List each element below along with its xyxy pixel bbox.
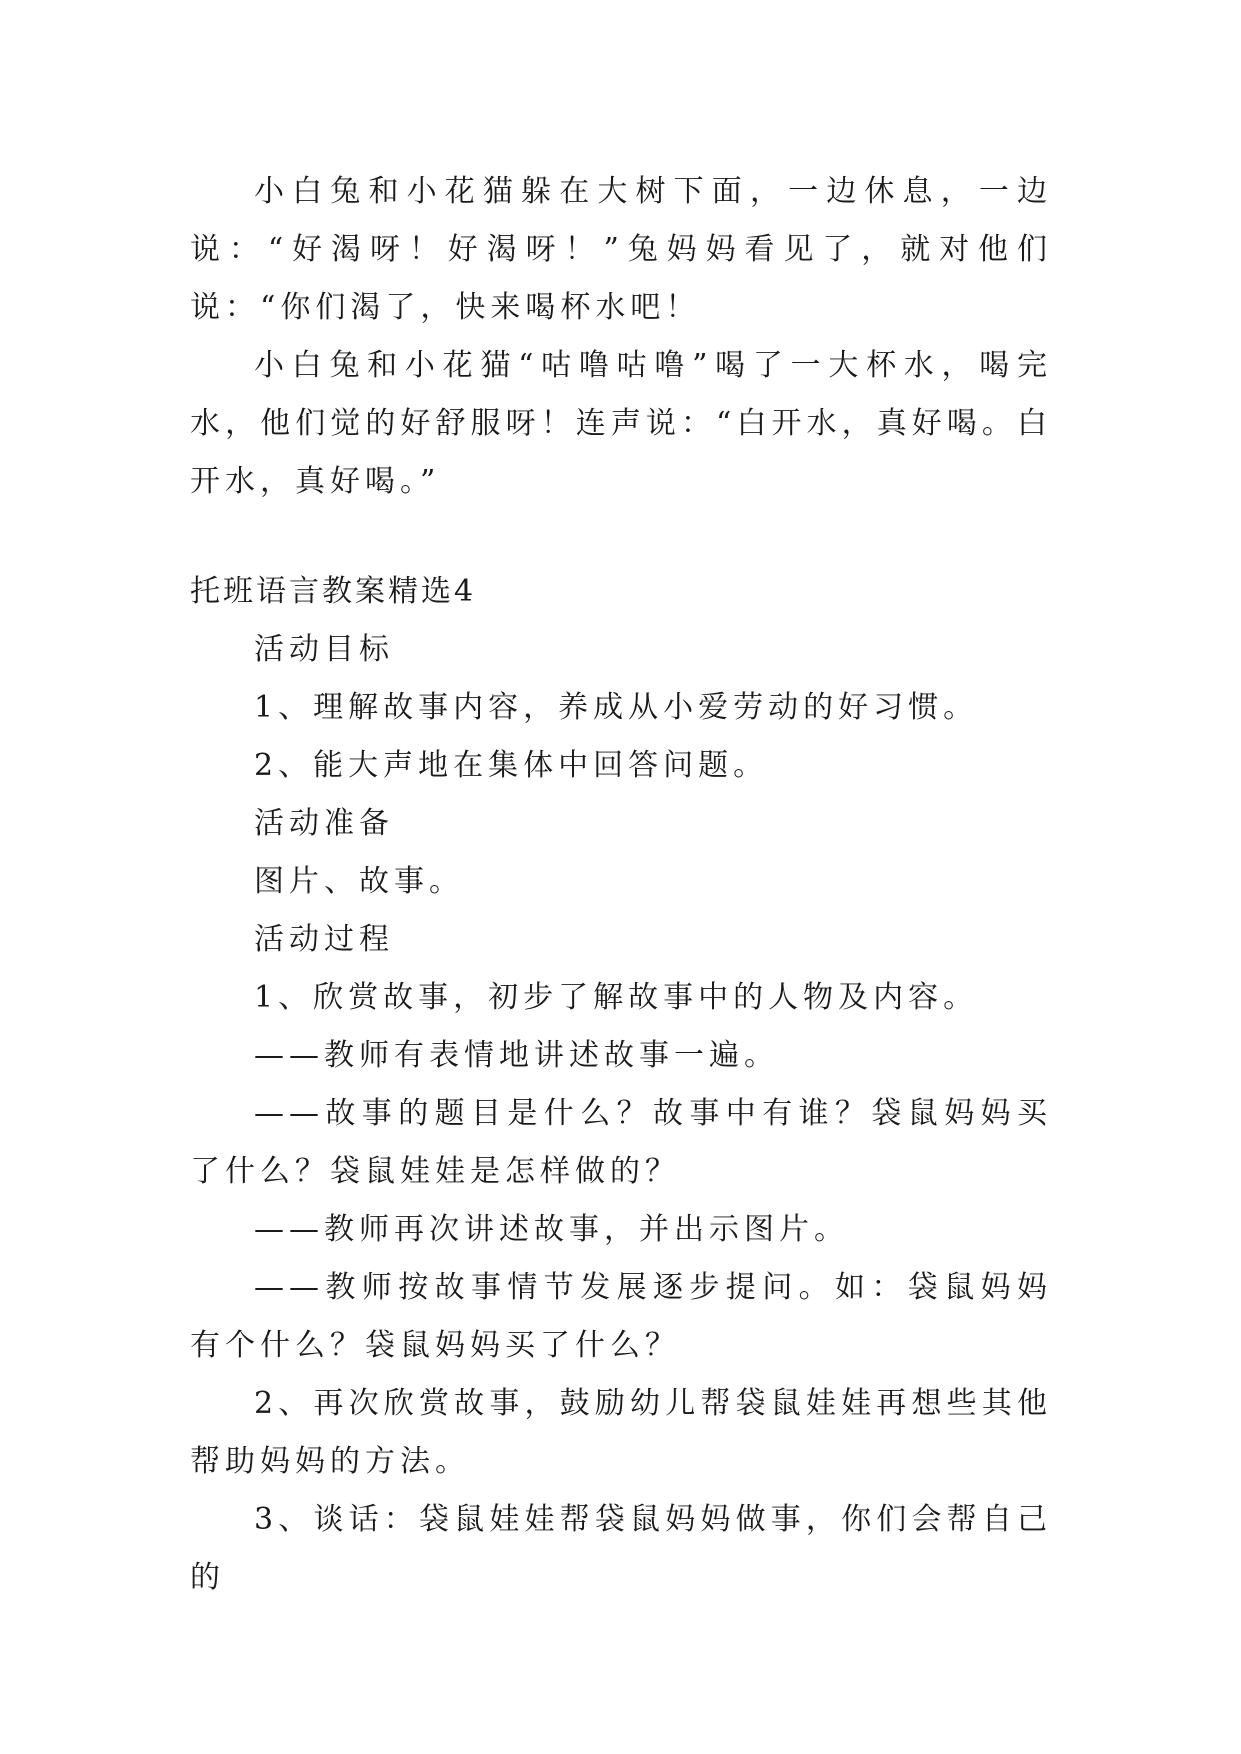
paragraph-activity-goal-heading: 活动目标: [254, 632, 394, 667]
paragraph-process-heading: 活动过程: [254, 922, 394, 957]
paragraph-step-1-d: ——教师按故事情节发展逐步提问。如：袋鼠妈妈有个什么？袋鼠妈妈买了什么？: [190, 1270, 1052, 1363]
document-body: [190, 163, 1052, 1607]
paragraph-preparation-heading: 活动准备: [254, 806, 394, 841]
paragraph-drink-water: 小白兔和小花猫“咕噜咕噜”喝了一大杯水，喝完水，他们觉的好舒服呀！连声说：“白开水，真好喝。白开水，真好喝。”: [190, 348, 1052, 499]
section-title: 托班语言教案精选4: [190, 574, 477, 609]
paragraph-step-1-a: ——教师有表情地讲述故事一遍。: [254, 1038, 779, 1073]
paragraph-step-2: 2、再次欣赏故事，鼓励幼儿帮袋鼠娃娃再想些其他帮助妈妈的方法。: [190, 1386, 1052, 1479]
paragraph-preparation: 图片、故事。: [254, 864, 464, 899]
paragraph-step-3: 3、谈话：袋鼠娃娃帮袋鼠妈妈做事，你们会帮自己的: [190, 1502, 1052, 1595]
paragraph-step-1-b: ——故事的题目是什么？故事中有谁？袋鼠妈妈买了什么？袋鼠娃娃是怎样做的？: [190, 1096, 1052, 1189]
paragraph-rabbit-cat-thirsty: 小白兔和小花猫躲在大树下面，一边休息，一边说：“好渴呀！好渴呀！”兔妈妈看见了，就对他们说：“你们渴了，快来喝杯水吧！: [190, 174, 1052, 325]
paragraph-goal-2: 2、能大声地在集体中回答问题。: [254, 748, 769, 783]
paragraph-goal-1: 1、理解故事内容，养成从小爱劳动的好习惯。: [254, 690, 979, 725]
paragraph-step-1: 1、欣赏故事，初步了解故事中的人物及内容。: [254, 980, 979, 1015]
paragraph-step-1-c: ——教师再次讲述故事，并出示图片。: [254, 1212, 849, 1247]
